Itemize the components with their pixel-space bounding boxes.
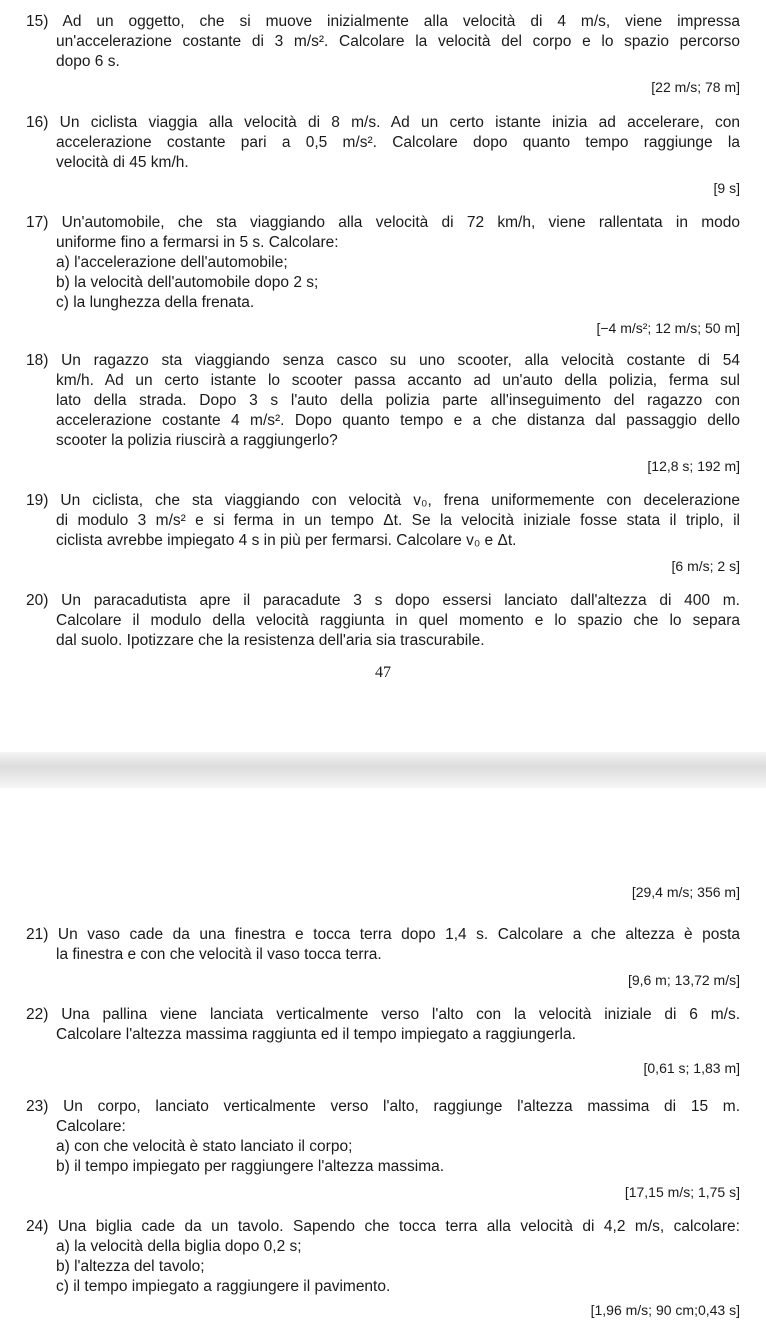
problem-line: 24) Una biglia cade da un tavolo. Sapendo che tocca terra alla velocità di 4,2 m/s, calcolare: [26, 1218, 740, 1235]
problem-20-answer [26, 883, 740, 901]
problem-line: a) con che velocità è stato lanciato il corpo; [56, 1138, 353, 1155]
problem-line: accelerazione costante 4 m/s². Dopo quanto tempo e a che distanza dal passaggio dello [56, 412, 740, 429]
problem-line: ciclista avrebbe impiegato 4 s in più per fermarsi. Calcolare v₀ e Δt. [56, 532, 517, 549]
problem-24 [26, 1217, 740, 1319]
problem-15 [26, 12, 740, 96]
page-divider [0, 752, 766, 788]
problem-line: km/h. Ad un certo istante lo scooter passa accanto ad un'auto della polizia, ferma sul [56, 372, 740, 389]
problem-line: dal suolo. Ipotizzare che la resistenza dell'aria sia trascurabile. [56, 632, 485, 649]
answer: [9,6 m; 13,72 m/s] [627, 972, 740, 988]
problem-16 [26, 113, 740, 197]
page-number: 47 [375, 664, 391, 681]
problem-18 [26, 351, 740, 475]
problem-line: scooter la polizia riuscirà a raggiungerlo? [56, 432, 338, 449]
problem-17 [26, 213, 740, 337]
problem-line: 23) Un corpo, lanciato verticalmente verso l'alto, raggiunge l'altezza massima di 15 m. [26, 1098, 740, 1115]
problem-line: 20) Un paracadutista apre il paracadute 3 s dopo essersi lanciato dall'altezza di 400 m. [26, 592, 740, 609]
problem-line: Calcolare: [56, 1118, 126, 1135]
problem-line: a) la velocità della biglia dopo 0,2 s; [56, 1238, 302, 1255]
problem-20 [26, 591, 740, 651]
problem-line: uniforme fino a fermarsi in 5 s. Calcolare: [56, 234, 339, 251]
problem-line: a) l'accelerazione dell'automobile; [56, 254, 288, 271]
problem-line: accelerazione costante pari a 0,5 m/s². Calcolare dopo quanto tempo raggiunge la [56, 134, 740, 151]
answer: [22 m/s; 78 m] [651, 79, 740, 95]
answer: [6 m/s; 2 s] [671, 558, 740, 574]
answer: [9 s] [713, 180, 740, 196]
problem-line: velocità di 45 km/h. [56, 154, 189, 171]
problem-line: lato della strada. Dopo 3 s l'auto della polizia parte all'inseguimento del ragazzo con [56, 392, 740, 409]
answer: [29,4 m/s; 356 m] [631, 884, 740, 900]
answer: [1,96 m/s; 90 cm;0,43 s] [590, 1302, 740, 1318]
problem-line: 17) Un'automobile, che sta viaggiando alla velocità di 72 km/h, viene rallentata in modo [26, 214, 740, 231]
problem-line: un'accelerazione costante di 3 m/s². Calcolare la velocità del corpo e lo spazio percorso [56, 33, 740, 50]
answer: [12,8 s; 192 m] [647, 458, 740, 474]
problem-line: 21) Un vaso cade da una finestra e tocca terra dopo 1,4 s. Calcolare a che altezza è posta [26, 926, 740, 943]
problem-line: Calcolare il modulo della velocità raggiunta in quel momento e lo spazio che lo separa [56, 612, 740, 629]
problem-22 [26, 1005, 740, 1077]
problem-line: la finestra e con che velocità il vaso tocca terra. [56, 946, 382, 963]
problem-line: c) il tempo impiegato a raggiungere il pavimento. [56, 1278, 391, 1295]
problem-line: 15) Ad un oggetto, che si muove inizialmente alla velocità di 4 m/s, viene impressa [26, 13, 740, 30]
problem-line: di modulo 3 m/s² e si ferma in un tempo Δt. Se la velocità iniziale fosse stata il triplo, il [56, 512, 740, 529]
problem-23 [26, 1097, 740, 1201]
answer: [−4 m/s²; 12 m/s; 50 m] [596, 320, 740, 336]
answer: [0,61 s; 1,83 m] [643, 1060, 740, 1076]
problem-line: b) il tempo impiegato per raggiungere l'altezza massima. [56, 1158, 445, 1175]
problem-19 [26, 491, 740, 575]
problem-line: 22) Una pallina viene lanciata verticalmente verso l'alto con la velocità iniziale di 6 m/s. [26, 1006, 740, 1023]
problem-line: 16) Un ciclista viaggia alla velocità di 8 m/s. Ad un certo istante inizia ad accelerare, con [26, 114, 740, 131]
problem-line: dopo 6 s. [56, 53, 120, 70]
problem-line: b) l'altezza del tavolo; [56, 1258, 205, 1275]
problem-line: 18) Un ragazzo sta viaggiando senza casco su uno scooter, alla velocità costante di 54 [26, 352, 740, 369]
answer: [17,15 m/s; 1,75 s] [624, 1184, 740, 1200]
problem-line: c) la lunghezza della frenata. [56, 294, 255, 311]
problem-line: 19) Un ciclista, che sta viaggiando con velocità v₀, frena uniformemente con decelerazione [26, 492, 740, 509]
problem-21 [26, 925, 740, 989]
problem-line: Calcolare l'altezza massima raggiunta ed il tempo impiegato a raggiungerla. [56, 1026, 576, 1043]
problem-line: b) la velocità dell'automobile dopo 2 s; [56, 274, 319, 291]
